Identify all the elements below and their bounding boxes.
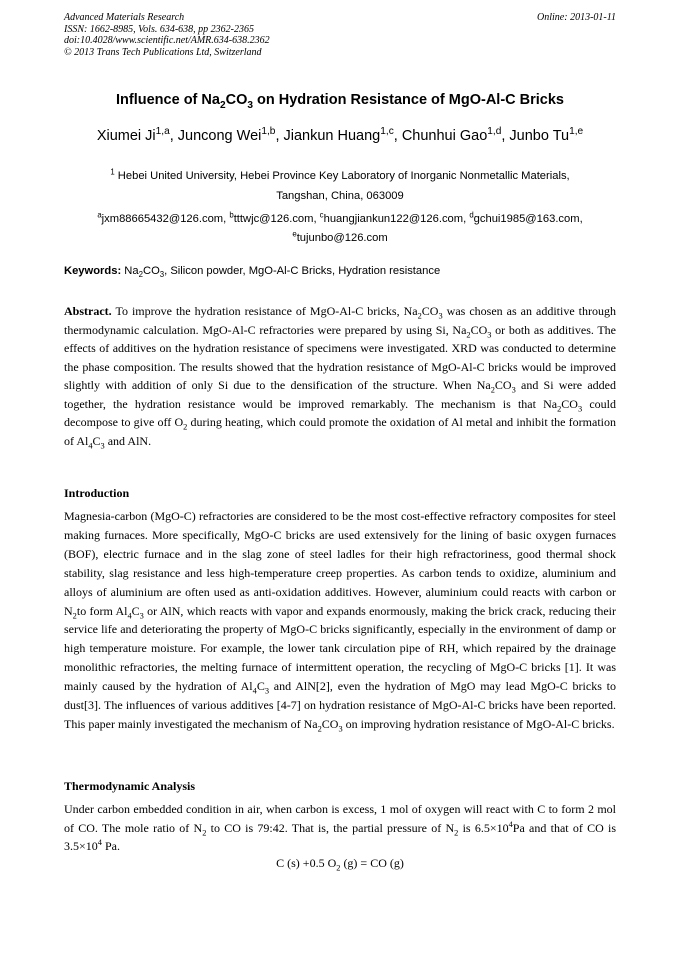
section-heading-thermodynamic-analysis: Thermodynamic Analysis: [64, 779, 196, 793]
section-heading-introduction: Introduction: [64, 486, 130, 500]
abstract-label: Abstract.: [64, 304, 112, 318]
copyright-line: © 2013 Trans Tech Publications Ltd, Switzerland: [64, 46, 262, 58]
author: Jiankun Huang$^{1,c}$,: [283, 126, 402, 144]
online-date: Online: 2013-01-11: [537, 12, 616, 23]
email-link[interactable]: jxm88665432@126.com,: [101, 213, 230, 225]
equation: C (s) +0.5 $O_2$ (g) = CO (g): [276, 856, 404, 873]
affiliation: $^1$ Hebei United University, Hebei Province Key Laboratory of Inorganic Nonmetallic Materials, Tangshan, China, 063009: [110, 167, 570, 202]
email-link[interactable]: tttwjc@126.com,: [233, 213, 320, 225]
author: Xiumei Ji$^{1,a}$,: [96, 126, 178, 144]
email-list: $^a$jxm88665432@126.com, $^b$tttwjc@126.com, $^c$huangjiankun122@126.com, $^d$gchui1985@163.com, $^e$tujunbo@126.com: [97, 210, 583, 244]
email-link[interactable]: gchui1985@163.com,: [473, 213, 583, 225]
author: Chunhui Gao$^{1,d}$,: [401, 126, 510, 144]
keywords: Keywords: $Na_2CO_3$, Silicon powder, MgO-Al-C Bricks, Hydration resistance: [64, 265, 441, 280]
doi-line: doi:10.4028/www.scientific.net/AMR.634-638.2362: [64, 35, 270, 46]
author-list: [50, 128, 630, 144]
paper-title: Influence of $Na_2CO_3$ on Hydration Resistance of MgO-Al-C Bricks: [116, 92, 564, 111]
journal-name: Advanced Materials Research: [64, 12, 185, 23]
keywords-label: Keywords:: [64, 265, 122, 277]
introduction-paragraph: Magnesia-carbon (MgO-C) refractories are considered to be the most cost-effective refractory composites for steel making furnaces. More specifically, MgO-C bricks are used extensively for the lining of basic oxygen furnaces (BOF), electric furnace and in the slag zone of steel ladles for their high refractoriness, good thermal shock stability, slag resistance and less high-temperature creep properties. As carbon tends to oxidize, aluminium and alloys of aluminium are often used as anti-oxidation additives. However, aluminium could reacts with carbon or $N_2to$ form $Al_4C_3$ or AlN, which reacts with vapor and expands enormously, making the brick crack, reducing their service life and deteriorating the property of MgO-C bricks significantly, especially in the environment of damp or high temperature moisture. For example, the lower tank circulation pipe of RH, which repaired by the drainage monolithic refractories, the melting furnace of intermittent operation, the recycling of MgO-C bricks [1]. It was mainly caused by the hydration of $Al_4C_3$ and AlN[2], even the hydration of MgO may lead MgO-C bricks to dust[3]. The influences of various additives [4-7] on hydration resistance of MgO-Al-C bricks have been reported. This paper mainly investigated the mechanism of $Na_2CO_3$ on improving hydration resistance of MgO-Al-C bricks.: [64, 509, 617, 734]
email-link[interactable]: tujunbo@126.com: [296, 232, 388, 244]
journal-header: [64, 12, 616, 58]
email-link[interactable]: huangjiankun122@126.com,: [323, 213, 470, 225]
author: Junbo Tu$^{1,e}$: [509, 126, 584, 144]
author: Juncong Wei$^{1,b}$,: [177, 126, 284, 144]
issn-line: ISSN: 1662-8985, Vols. 634-638, pp 2362-2365: [64, 23, 254, 35]
abstract: Abstract. To improve the hydration resistance of MgO-Al-C bricks, $Na_2CO_3$ was chosen as an additive through thermodynamic calculation. MgO-Al-C refractories were prepared by using Si, $Na_2CO_3$ or both as additives. The effects of additives on the hydration resistance of specimens were investigated. XRD was conducted to determine the phase composition. The results showed that the hydration resistance of MgO-Al-C bricks would be improved slightly with addition of only Si due to the densification of the structure. When $Na_2CO_3$ and Si were added together, the hydration resistance would be improved remarkably. The mechanism is that $Na_2CO_3$ could decompose to give off $O_2$ during heating, which could promote the oxidation of Al metal and inhibit the formation of $Al_4C_3$ and AlN.: [64, 304, 617, 450]
thermodynamic-paragraph: Under carbon embedded condition in air, when carbon is excess, 1 mol of oxygen will react with C to form 2 mol of CO. The mole ratio of $N_2$ to CO is 79:42. That is, the partial pressure of $N_2$ is $6.5\times 10^4Pa$ and that of CO is $3.5\times 10^4$ Pa.: [64, 802, 616, 853]
